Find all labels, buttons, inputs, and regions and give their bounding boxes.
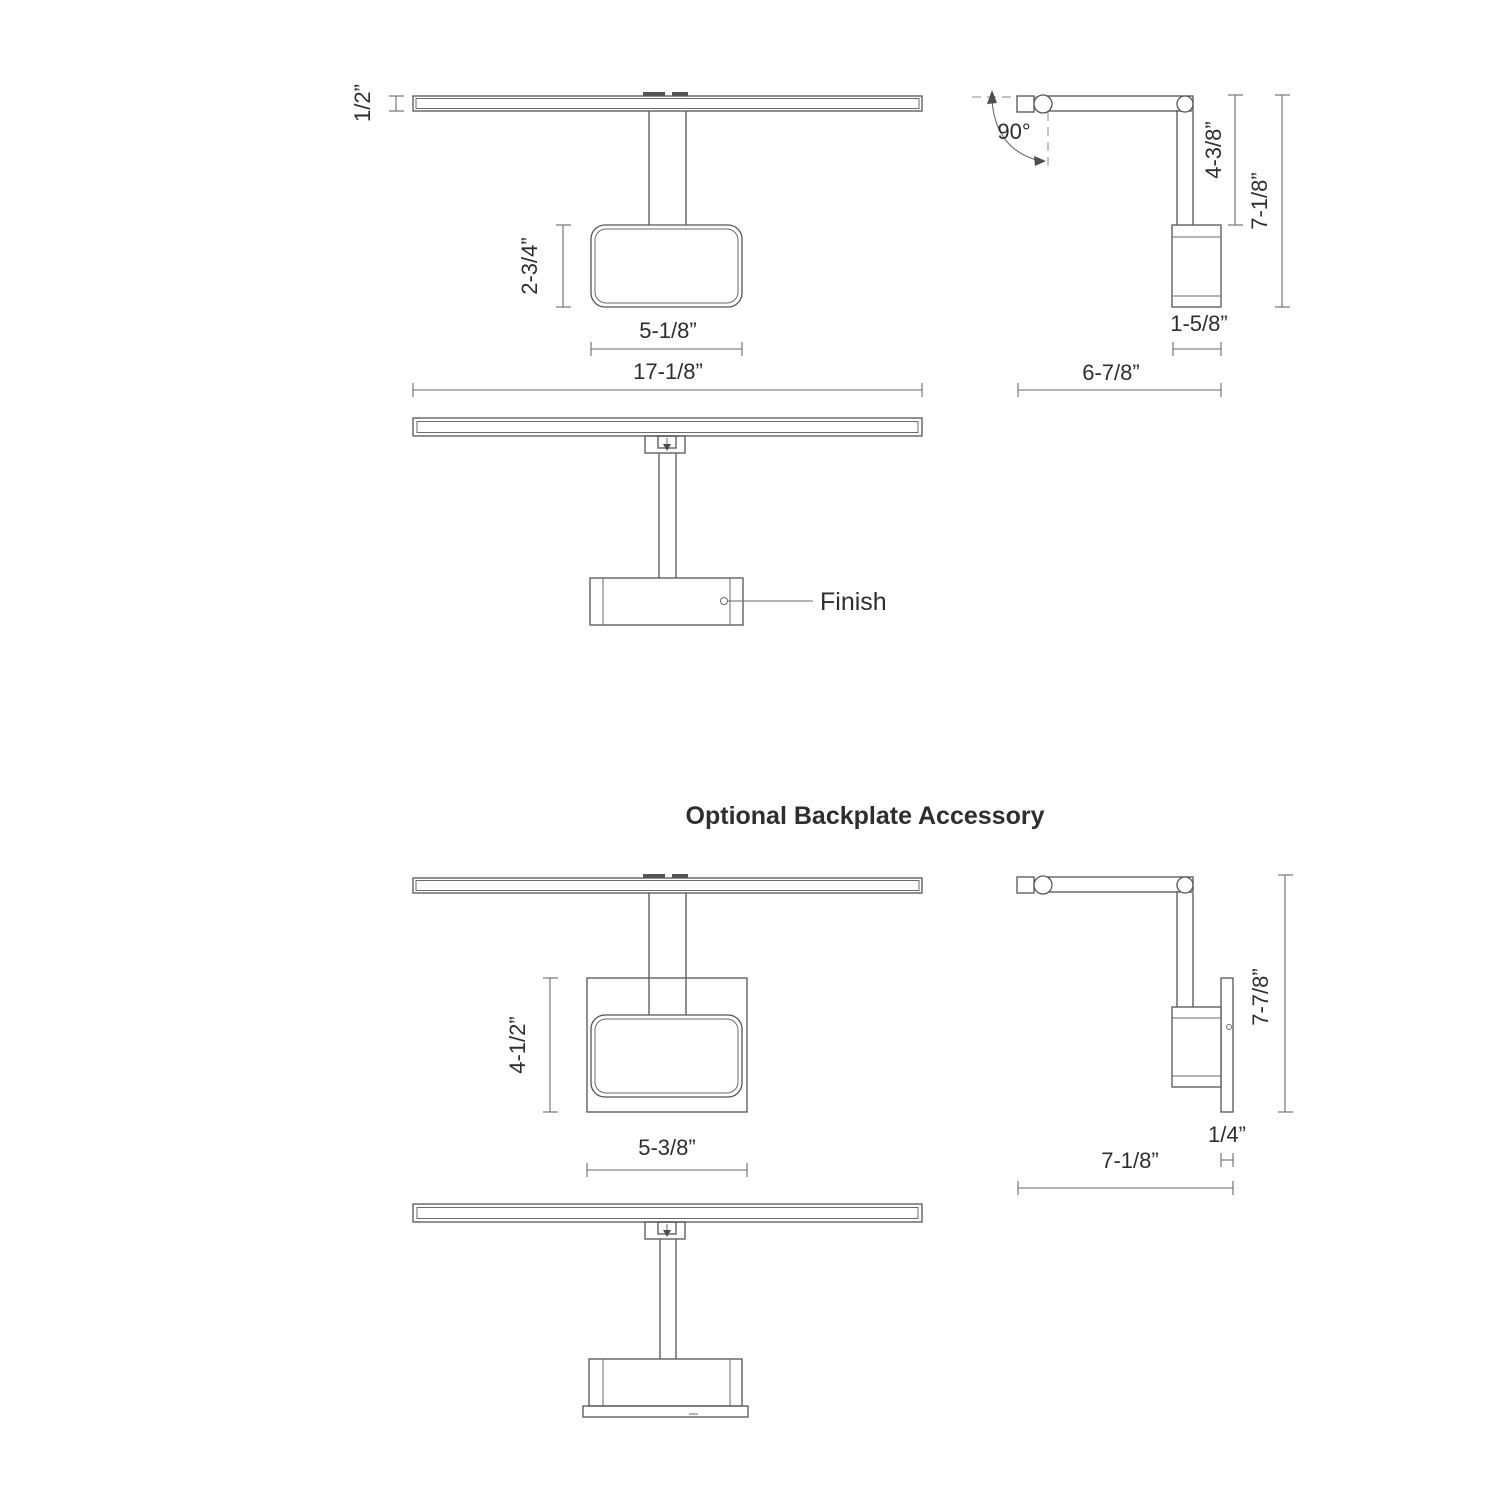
pivot-knuckle [1034,876,1052,894]
standard-top-view [350,84,922,397]
dim-label-backplate-extension: 7-1/8” [1101,1148,1159,1173]
dim-backplate-extension [1018,1148,1233,1195]
mount-head [589,1359,742,1406]
backplate-top-view [413,874,922,1177]
dim-extension [1018,360,1221,397]
dim-label-swivel-angle: 90° [997,119,1031,144]
wall-mount-block [1017,877,1034,893]
backplate-front-view [413,1204,922,1417]
light-bar-inner-line [417,1208,918,1219]
light-bar-inner-line [417,422,918,433]
dim-label-head-depth: 2-3/4” [516,237,542,295]
rotation-arrow-icon [663,438,671,451]
elbow-knuckle [1177,96,1193,112]
section-title: Optional Backplate Accessory [685,802,1045,830]
mount-tab [672,874,688,878]
wall-mount-block [1017,96,1034,112]
dim-arm-drop [1201,95,1243,225]
elbow-knuckle [1177,877,1193,893]
light-bar-inner-line [416,881,919,891]
dim-backplate-overall-height [1248,875,1293,1112]
dim-overall-height [1247,95,1290,307]
light-bar [413,418,922,436]
dim-label-backplate-height: 4-1/2” [504,1016,530,1074]
arm-horizontal [1040,96,1193,111]
standard-side-view [972,90,1290,397]
backplate-side-view [1017,875,1293,1195]
light-bar-inner-line [416,99,919,109]
dim-label-backplate-width: 5-3/8” [638,1135,696,1160]
arm-horizontal [1040,877,1193,892]
mount-tab [643,874,665,878]
light-bar [413,1204,922,1222]
dim-overall-width [413,359,922,397]
dim-label-arm-drop: 4-3/8” [1200,121,1226,179]
dim-head-height [1170,311,1227,356]
pivot-knuckle [1034,95,1052,113]
dim-label-overall-width: 17-1/8” [633,359,703,384]
mount-tab [672,92,688,96]
dim-label-head-width: 5-1/8” [639,318,697,343]
dim-bar-thickness [350,84,404,122]
dim-backplate-height [505,978,558,1112]
dim-label-head-height: 1-5/8” [1170,311,1228,336]
backplate-flange [583,1406,748,1417]
dim-backplate-width [587,1135,747,1177]
finish-point [721,598,728,605]
dim-label-backplate-overall-height: 7-7/8” [1247,968,1273,1026]
mount-head [591,1015,742,1097]
head-body [1172,1007,1221,1087]
screw-detail [1227,1025,1232,1030]
mount-tab [643,92,665,96]
standard-front-view [413,418,922,625]
dim-label-bar-thickness: 1/2” [349,84,375,122]
finish-label: Finish [820,588,887,616]
rotation-arrow-icon [663,1224,671,1237]
backplate-edge [1221,978,1233,1112]
dim-head-width [591,318,742,356]
mount-head [591,225,742,307]
finish-callout [721,588,887,616]
dim-head-depth [517,225,571,307]
dim-label-extension: 6-7/8” [1082,360,1140,385]
dim-backplate-depth [1208,1122,1246,1167]
dim-label-overall-height: 7-1/8” [1246,172,1272,230]
dim-label-backplate-depth: 1/4” [1208,1122,1246,1147]
mount-head-inner-line [595,229,738,303]
